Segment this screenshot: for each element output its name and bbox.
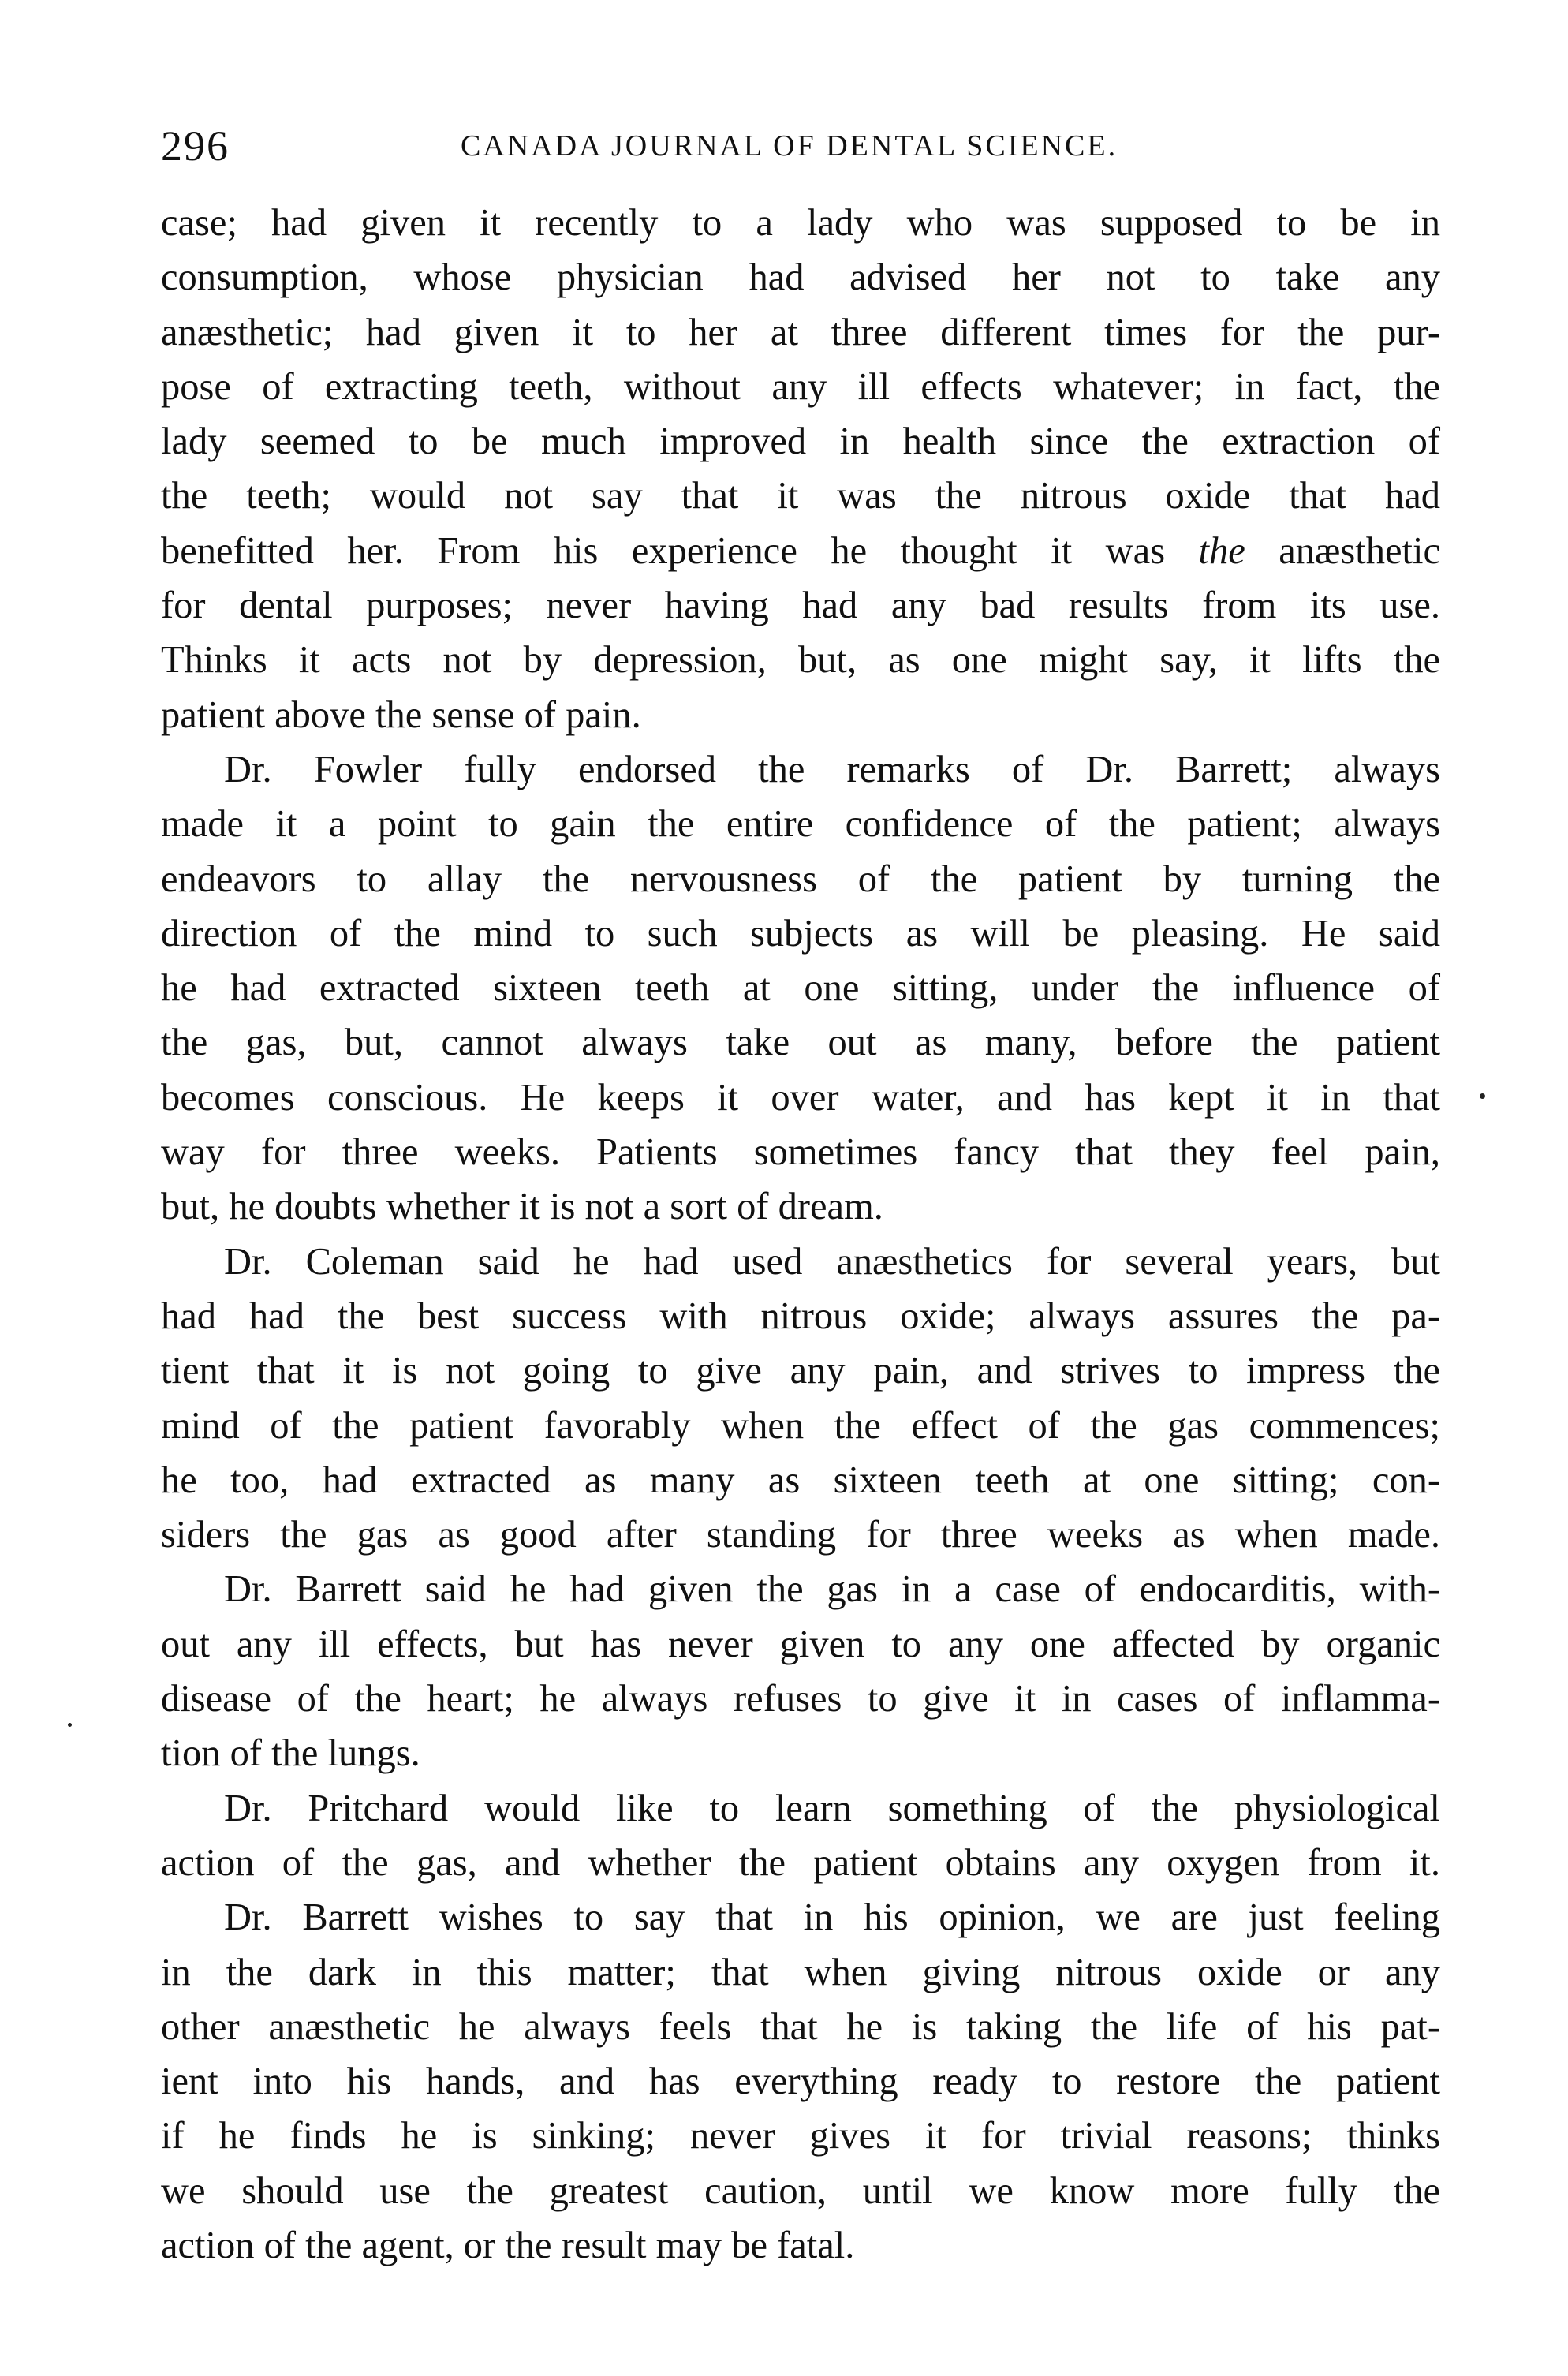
text-line: Dr. Fowler fully endorsed the remarks of Dr. Barrett; always <box>224 748 1440 790</box>
text-line: had had the best success with nitrous oxide; always assures the pa- <box>161 1294 1440 1337</box>
margin-speck <box>1480 1093 1485 1099</box>
text-line: Dr. Coleman said he had used anæsthetics for several years, but <box>224 1240 1440 1283</box>
text-line: lady seemed to be much improved in health since the extraction of <box>161 420 1440 463</box>
text-line: made it a point to gain the entire confidence of the patient; always <box>161 803 1440 846</box>
text-line: way for three weeks. Patients sometimes fancy that they feel pain, <box>161 1131 1440 1174</box>
text-line: tion of the lungs. <box>161 1732 420 1775</box>
text-line: patient above the sense of pain. <box>161 693 641 736</box>
text-line: the gas, but, cannot always take out as many, before the patient <box>161 1022 1440 1064</box>
text-line: endeavors to allay the nervousness of the patient by turning the <box>161 857 1440 900</box>
text-line: Thinks it acts not by depression, but, as one might say, it lifts the <box>161 639 1440 682</box>
text-line: but, he doubts whether it is not a sort of dream. <box>161 1186 883 1228</box>
text-line: disease of the heart; he always refuses to give it in cases of inflamma- <box>161 1678 1440 1720</box>
text-line: Dr. Barrett said he had given the gas in a case of endocarditis, with- <box>224 1568 1440 1611</box>
text-line: tient that it is not going to give any pain, and strives to impress the <box>161 1350 1440 1392</box>
text-line: in the dark in this matter; that when giving nitrous oxide or any <box>161 1951 1440 1993</box>
text-line: becomes conscious. He keeps it over water, and has kept it in that <box>161 1076 1440 1119</box>
running-head: CANADA JOURNAL OF DENTAL SCIENCE. <box>461 129 1118 163</box>
text-line: action of the gas, and whether the patient obtains any oxygen from it. <box>161 1841 1440 1884</box>
text-line: pose of extracting teeth, without any ill effects whatever; in fact, the <box>161 365 1440 408</box>
text-line: the teeth; would not say that it was the nitrous oxide that had <box>161 475 1440 517</box>
page-number: 296 <box>161 122 230 170</box>
text-line: other anæsthetic he always feels that he is taking the life of his pat- <box>161 2005 1440 2048</box>
text-line: Dr. Barrett wishes to say that in his opinion, we are just feeling <box>224 1896 1440 1939</box>
text-line: if he finds he is sinking; never gives it for trivial reasons; thinks <box>161 2115 1440 2157</box>
text-line: we should use the greatest caution, until we know more fully the <box>161 2169 1440 2212</box>
margin-speck <box>68 1723 72 1727</box>
text-line: for dental purposes; never having had any bad results from its use. <box>161 585 1440 627</box>
text-line: Dr. Pritchard would like to learn something of the physiological <box>224 1787 1440 1829</box>
text-line: out any ill effects, but has never given to any one affected by organic <box>161 1623 1440 1665</box>
text-line: mind of the patient favorably when the effect of the gas commences; <box>161 1404 1440 1447</box>
emphasized-word: the <box>1198 529 1245 572</box>
text-fragment: benefitted her. From his experience he thought it was <box>161 529 1199 572</box>
text-line: siders the gas as good after standing for three weeks as when made. <box>161 1514 1440 1556</box>
text-line: case; had given it recently to a lady who was supposed to be in <box>161 202 1440 244</box>
text-line: action of the agent, or the result may be fatal. <box>161 2224 855 2266</box>
page-header <box>161 118 1439 174</box>
text-line <box>161 524 1440 578</box>
text-line: ient into his hands, and has everything ready to restore the patient <box>161 2060 1440 2103</box>
text-line: direction of the mind to such subjects as will be pleasing. He said <box>161 912 1440 955</box>
body-text <box>161 196 1440 2273</box>
text-line: anæsthetic; had given it to her at three different times for the pur- <box>161 311 1440 353</box>
text-fragment: anæsthetic <box>1245 529 1441 572</box>
text-line: he too, had extracted as many as sixteen teeth at one sitting; con- <box>161 1459 1440 1501</box>
text-line: consumption, whose physician had advised her not to take any <box>161 256 1440 299</box>
text-line: he had extracted sixteen teeth at one sitting, under the influence of <box>161 967 1440 1010</box>
